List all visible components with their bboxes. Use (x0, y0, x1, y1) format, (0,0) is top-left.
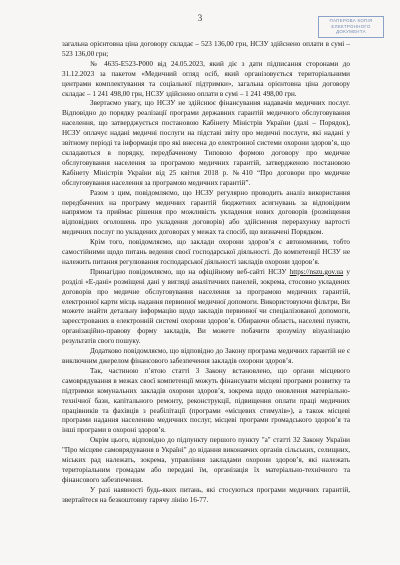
stamp-line-1: ПАПЕРОВА КОПІЯ (329, 18, 373, 23)
paragraph-contract-2: № 4635-Е523-Р000 від 24.05.2023, який діє з дати підписання сторонами до 31.12.2023 за пакетом «Медичний огляд осіб, який організовується територіальними центрами комплектування та соціальної підтримки», загальна орієнтовна ціна договору складає – 1 241 498,00 грн, НСЗУ здійснено оплати в сумі – 1 241 498,00 грн. (62, 59, 350, 98)
paragraph-autonomy: Крім того, повідомляємо, що заклади охорони здоров’я є автономними, тобто самостійними щодо питань ведення своєї господарської діяльності. До компетенції НСЗУ не належить питання регулювання господарської діяльності закладів охорони здоров’я. (62, 238, 350, 266)
page-number: 3 (197, 13, 203, 23)
letter-body (62, 40, 350, 506)
paper-copy-stamp (318, 16, 384, 38)
nszu-website-link[interactable]: https://nszu.gov.ua (289, 267, 344, 276)
website-text-before: Принагідно повідомляємо, що на офіційному веб-сайті НСЗУ (90, 267, 290, 276)
paragraph-additional: Додатково повідомляємо, що відповідно до Закону програма медичних гарантій не є виключним джерелом фінансового забезпечення закладів охорони здоров’я. (62, 347, 350, 365)
paragraph-local-programs: Так, частиною п’ятою статті 3 Закону встановлено, що органи місцевого самоврядування в межах своєї компетенції можуть фінансувати місцеві програми розвитку та підтримки комунальних закладів охорони здоров’я, зокрема щодо оновлення матеріально-технічної бази, капітального ремонту, реконструкції, підвищення оплати праці медичних працівників та фахівців з реабілітації (програми «місцевих стимулів»), а також місцеві програми надання населенню медичних послуг, місцеві програми громадського здоров’я та інші програми в охороні здоров’я. (62, 366, 350, 435)
stamp-line-3: ДОКУМЕНТА (336, 29, 366, 35)
paragraph-analysis: Разом з цим, повідомляємо, що НСЗУ регулярно проводить аналіз використання передбачених на програму медичних гарантій бюджетних асигнувань за відповідним напрямом та приймає рішення про можливість укладення нових договорів (розміщення відповідних оголошень про укладення договорів) або здійснення перерахунку вартості медичних послуг по укладених договорах у межах та спосіб, що визначені Порядком. (62, 188, 350, 237)
paragraph-website (62, 268, 350, 347)
paragraph-contract-1-price: загальна орієнтовна ціна договору складає – 523 136,00 грн, НСЗУ здійснено оплати в сумі – 523 136,00 грн; (62, 40, 350, 58)
website-text-after: у розділі «Е-дані» розміщені дані у вигляді аналітичних панелей, зокрема, стосовно укладених договорів про медичне обслуговування населення за програмою медичних гарантій, електронної карти місць надання первинної медичної допомоги. Використовуючи фільтри, Ви можете знайти детальну інформацію щодо закладів первинної чи спеціалізованої допомоги, зареєстрованих в електронній системі охорони здоров’я. Обираючи область, населені пункти, організаційно-правову форму закладів, Ви можете побачити зрозумілу візуалізацію результатів свого пошуку. (62, 267, 350, 346)
paragraph-hotline: У разі наявності будь-яких питань, які стосуються програми медичних гарантій, звертайтеся на безкоштовну гарячу лінію 16-77. (62, 485, 350, 504)
paragraph-financing-note: Звертаємо увагу, що НСЗУ не здійснює фінансування надавачів медичних послуг. Відповідно до порядку реалізації програми державних гарантій медичного обслуговування населення, що затверджується постановою Кабінету Міністрів України (далі – Порядок), НСЗУ оплачує надані медичні послуги на підставі звіту про медичні послуги, які надані у звітному періоді та інформація про які внесена до електронної системи охорони здоров’я, що складаються в порядку, передбаченому Типовою формою договору про медичне обслуговування населення за програмою медичних гарантій, затвердженою постановою Кабінету Міністрів України від 25 квітня 2018 р. №410 “Про договори про медичне обслуговування населення за програмою медичних гарантій”. (62, 99, 350, 187)
stamp-line-2: ЕЛЕКТРОННОГО (331, 23, 371, 29)
paragraph-local-government: Окрім цього, відповідно до підпункту першого пункту "а" статті 32 Закону України "Про місцеве самоврядування в Україні" до відання виконавчих органів сільських, селищних, міських рад належать, зокрема, управління закладами охорони здоров’я, які належать територіальним громадам або передані їм, організація їх матеріально-технічного та фінансового забезпечення. (62, 436, 350, 484)
